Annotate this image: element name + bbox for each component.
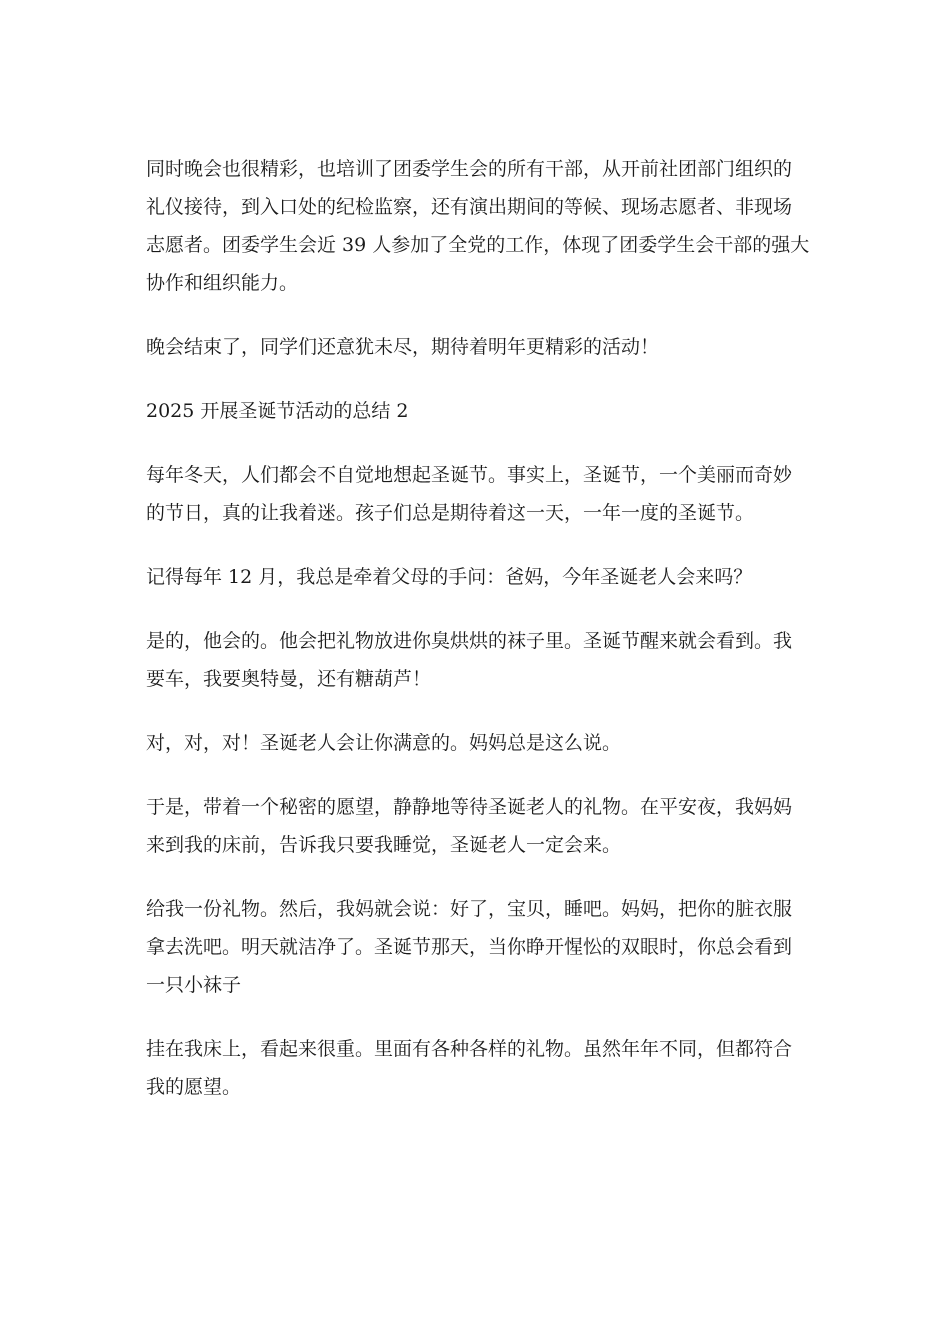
document-body (146, 150, 811, 1132)
text-line: 拿去洗吧。明天就洁净了。圣诞节那天，当你睁开惺忪的双眼时，你总会看到 (146, 936, 793, 958)
paragraph (146, 788, 811, 864)
text-line: 来到我的床前，告诉我只要我睡觉，圣诞老人一定会来。 (146, 834, 622, 856)
text-line: 于是，带着一个秘密的愿望，静静地等待圣诞老人的礼物。在平安夜，我妈妈 (146, 796, 793, 818)
text-line: 志愿者。团委学生会近 39 人参加了全党的工作，体现了团委学生会干部的强大 (146, 234, 810, 256)
text-line: 礼仪接待，到入口处的纪检监察，还有演出期间的等候、现场志愿者、非现场 (146, 196, 793, 218)
heading-text: 2025 开展圣诞节活动的总结 2 (146, 400, 409, 422)
section-heading (146, 392, 811, 430)
paragraph (146, 724, 811, 762)
paragraph (146, 456, 811, 532)
text-line: 我的愿望。 (146, 1076, 242, 1098)
text-line: 要车，我要奥特曼，还有糖葫芦！ (146, 668, 432, 690)
text-line: 的节日，真的让我着迷。孩子们总是期待着这一天，一年一度的圣诞节。 (146, 502, 755, 524)
text-line: 每年冬天，人们都会不自觉地想起圣诞节。事实上，圣诞节，一个美丽而奇妙 (146, 464, 793, 486)
text-line: 晚会结束了，同学们还意犹未尽，期待着明年更精彩的活动！ (146, 336, 660, 358)
paragraph (146, 150, 811, 302)
text-line: 挂在我床上，看起来很重。里面有各种各样的礼物。虽然年年不同，但都符合 (146, 1038, 793, 1060)
text-line: 同时晚会也很精彩，也培训了团委学生会的所有干部，从开前社团部门组织的 (146, 158, 793, 180)
text-line: 记得每年 12 月，我总是牵着父母的手问：爸妈，今年圣诞老人会来吗？ (146, 566, 753, 588)
paragraph (146, 558, 811, 596)
paragraph (146, 890, 811, 1004)
text-line: 给我一份礼物。然后，我妈就会说：好了，宝贝，睡吧。妈妈，把你的脏衣服 (146, 898, 793, 920)
paragraph (146, 622, 811, 698)
text-line: 对，对，对！圣诞老人会让你满意的。妈妈总是这么说。 (146, 732, 622, 754)
text-line: 是的，他会的。他会把礼物放进你臭烘烘的袜子里。圣诞节醒来就会看到。我 (146, 630, 793, 652)
paragraph (146, 1030, 811, 1106)
text-line: 协作和组织能力。 (146, 272, 299, 294)
paragraph (146, 328, 811, 366)
text-line: 一只小袜子 (146, 974, 242, 996)
